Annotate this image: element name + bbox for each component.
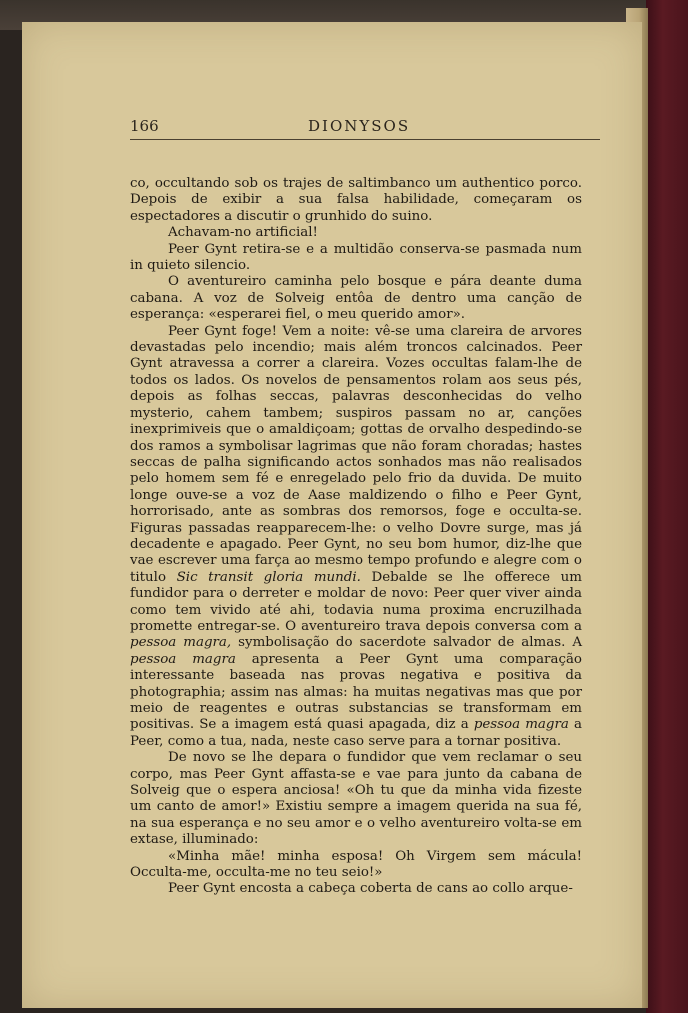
italic-text: pessoa magra (130, 651, 236, 667)
italic-text: Sic transit gloria mundi. (176, 569, 361, 585)
paragraph-text: co, occultando sob os trajes de saltimbanco um authentico porco. Depois de exibir a sua falsa habilidade, começaram os espectadores a discutir o grunhido do suino. (130, 176, 582, 224)
paragraph (130, 274, 582, 323)
paragraph (130, 750, 582, 848)
paragraph-text: O aventureiro caminha pelo bosque e pára deante duma cabana. A voz de Solveig entôa de dentro uma canção de esperança: «esperarei fiel, o meu querido amor». (130, 274, 582, 323)
paragraph-text: symbolisação do sacerdote salvador de almas. A (231, 635, 583, 651)
paragraph (130, 881, 582, 897)
paragraph (130, 242, 582, 275)
italic-text: pessoa magra, (130, 635, 232, 651)
paragraph (130, 324, 582, 751)
paragraph-text: apresenta a Peer Gynt uma comparação interessante baseada nas provas negativa e positiva da photographia; assim nas almas: ha muitas negativas mas que por meio de reagentes e outras substancias se transformam em positivas. Se a imagem está quasi apagada, diz a (130, 651, 582, 733)
book-cover-spine (646, 0, 688, 1013)
italic-text: pessoa magra (473, 717, 569, 733)
running-title: DIONYSOS (308, 117, 411, 135)
paragraph (130, 225, 582, 241)
paragraph-text: «Minha mãe! minha esposa! Oh Virgem sem mácula! Occulta-me, occulta-me no teu seio!» (130, 848, 582, 881)
page-number: 166 (130, 117, 159, 135)
paragraph-text: De novo se lhe depara o fundidor que vem reclamar o seu corpo, mas Peer Gynt affasta-se e vae para junto da cabana de Solveig que o espera anciosa! «Oh tu que da minha vida fizeste um canto de amor!» Existiu sempre a imagem querida na sua fé, na sua esperança e no seu amor e o velho aventureiro volta-se em extase, illuminado: (130, 750, 582, 848)
paragraph-text: Peer Gynt encosta a cabeça coberta de cans ao collo arque- (168, 881, 573, 897)
paragraph-text: Peer Gynt foge! Vem a noite: vê-se uma clareira de arvores devastadas pelo incendio; mais além troncos calcinados. Peer Gynt atravessa a correr a clareira. Vozes occultas falam-lhe de todos os lados. Os novelos de pensamentos rolam aos seus pés, depois as folhas seccas, palavras desconhecidas do velho mysterio, cahem tambem; suspiros passam no ar, canções inexprimiveis que o amaldiçoam; gottas de orvalho despedindo-se dos ramos a symbolisar lagrimas que não foram choradas; hastes seccas de palha significando actos sonhados mas não realisados pelo homem sem fé e enregelado pelo frio da duvida. De muito longe ouve-se a voz de Aase maldizendo o filho e Peer Gynt, horrorisado, ante as sombras dos remorsos, foge e occulta-se. Figuras passadas reapparecem-lhe: o velho Dovre surge, mas já decadente e apagado. Peer Gynt, no seu bom humor, diz-lhe que vae escrever uma farça ao mesmo tempo profundo e alegre com o titulo (130, 323, 582, 585)
paragraph-text: Achavam-no artificial! (168, 225, 318, 241)
page-header (130, 117, 600, 140)
paragraph-text: a Peer, como a tua, nada, neste caso serve para a tornar positiva. (130, 717, 582, 749)
paragraph-text: Peer Gynt retira-se e a multidão conserva-se pasmada num in quieto silencio. (130, 241, 582, 274)
paragraph (130, 849, 582, 882)
paragraph (130, 176, 582, 225)
body-text (130, 176, 582, 898)
paragraph-text: Debalde se lhe offerece um fundidor para o derreter e moldar de novo: Peer quer viver ainda como tem vivido até ahi, todavia numa proxima encruzilhada promette entregar-se. O aventureiro trava depois conversa com a (130, 569, 582, 634)
